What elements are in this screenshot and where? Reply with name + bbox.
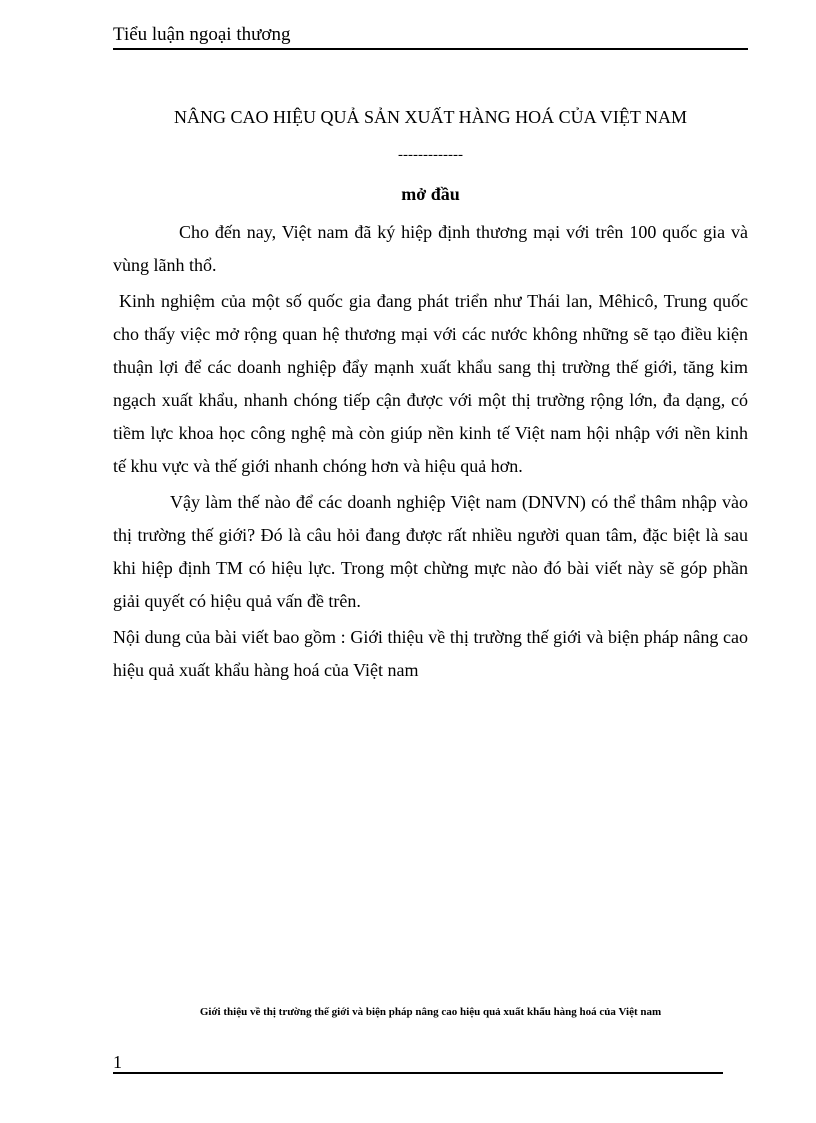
section-heading: mở đầu xyxy=(401,184,460,204)
footer-summary: Giới thiệu về thị trường thế giới và biện pháp nâng cao hiệu quả xuất khẩu hàng hoá của Việt nam xyxy=(199,1006,662,1018)
page-header xyxy=(113,22,748,50)
paragraph-experience: Kinh nghiệm của một số quốc gia đang phát triển như Thái lan, Mêhicô, Trung quốc cho thấy việc mở rộng quan hệ thương mại với các nước không những sẽ tạo điều kiện thuận lợi để các doanh nghiệp đẩy mạnh xuất khẩu sang thị trường thế giới, tăng kim ngạch xuất khẩu, nhanh chóng tiếp cận được với một thị trường rộng lớn, đa dạng, có tiềm lực khoa học công nghệ mà còn giúp nền kinh tế Việt nam hội nhập với nền kinh tế khu vực và thế giới nhanh chóng hơn và hiệu quả hơn. xyxy=(113,291,748,476)
paragraph-question: Vậy làm thế nào để các doanh nghiệp Việt nam (DNVN) có thể thâm nhập vào thị trường thế giới? Đó là câu hỏi đang được rất nhiều người quan tâm, đặc biệt là sau khi hiệp định TM có hiệu lực. Trong một chừng mực nào đó bài viết này sẽ góp phần giải quyết có hiệu quả vấn đề trên. xyxy=(113,492,748,611)
page-footer xyxy=(113,1050,723,1074)
paragraph-intro: Cho đến nay, Việt nam đã ký hiệp định thương mại với trên 100 quốc gia và vùng lãnh thổ. xyxy=(113,222,748,275)
paragraph-contents: Nội dung của bài viết bao gồm : Giới thiệu về thị trường thế giới và biện pháp nâng cao hiệu quả xuất khẩu hàng hoá của Việt nam xyxy=(113,627,748,680)
page-number: 1 xyxy=(113,1052,122,1072)
title-separator: ------------- xyxy=(398,147,463,163)
document-title: NÂNG CAO HIỆU QUẢ SẢN XUẤT HÀNG HOÁ CỦA VIỆT NAM xyxy=(174,107,687,127)
header-text: Tiểu luận ngoại thương xyxy=(113,24,291,45)
body-text xyxy=(113,216,748,690)
